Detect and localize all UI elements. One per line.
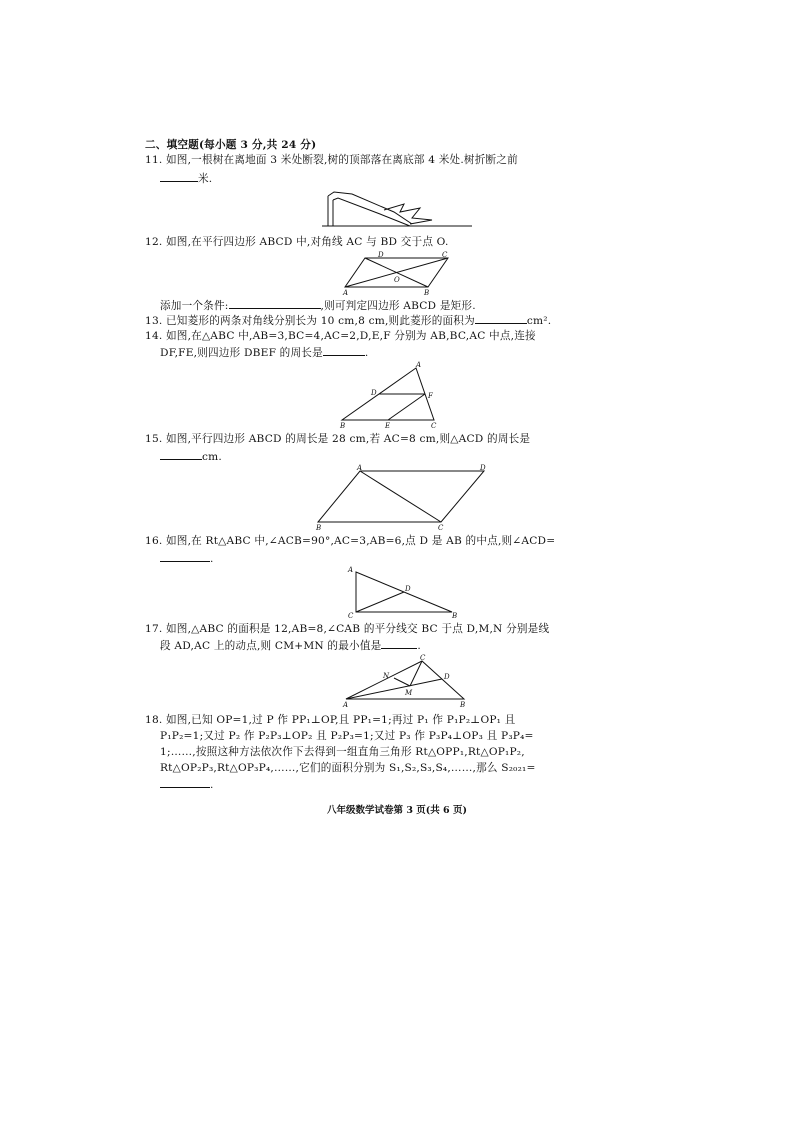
q11-line1: 11. 如图,一根树在离地面 3 米处断裂,树的顶部落在离底部 4 米处.树折断之前 — [145, 154, 518, 166]
q17-text: 段 AD,AC 上的动点,则 CM+MN 的最小值是 — [160, 640, 382, 652]
q11-line2 — [160, 171, 212, 186]
q15-answer-blank[interactable] — [160, 449, 202, 460]
q17-triangle-figure — [336, 652, 476, 708]
label-b: B — [340, 422, 346, 430]
q12-line2 — [160, 298, 476, 313]
q14-line1: 14. 如图,在△ABC 中,AB=3,BC=4,AC=2,D,E,F 分别为 AB,BC,AC 中点,连接 — [145, 330, 536, 342]
label-a: A — [343, 289, 349, 297]
q11-tree-figure — [322, 186, 472, 230]
q14-triangle-figure — [336, 360, 446, 432]
q14-end: . — [364, 347, 369, 359]
label-a: A — [357, 464, 363, 472]
q18-answer-blank[interactable] — [160, 777, 210, 788]
q16-answer-blank[interactable] — [160, 551, 210, 562]
label-d: D — [378, 251, 384, 259]
q13-text: 13. 已知菱形的两条对角线分别长为 10 cm,8 cm,则此菱形的面积为 — [145, 315, 475, 327]
q18-line4: Rt△OP₂P₃,Rt△OP₃P₄,……,它们的面积分别为 S₁,S₂,S₃,S₄,……,那么 S₂₀₂₁= — [160, 762, 536, 774]
q13-line — [145, 313, 551, 328]
broken-top-upper — [328, 192, 412, 224]
q15-unit: cm. — [202, 451, 222, 463]
q14-line2 — [160, 345, 368, 360]
segment-cm — [410, 661, 422, 686]
q16-end: . — [210, 553, 214, 565]
label-c: C — [431, 422, 437, 430]
q12-line1: 12. 如图,在平行四边形 ABCD 中,对角线 AC 与 BD 交于点 O. — [145, 236, 449, 248]
label-d: D — [371, 389, 377, 397]
q12-suffix: ,则可判定四边形 ABCD 是矩形. — [320, 300, 476, 312]
label-b: B — [316, 524, 322, 532]
q17-line1: 17. 如图,△ABC 的面积是 12,AB=8,∠CAB 的平分线交 BC 于点 D,M,N 分别是线 — [145, 623, 550, 635]
q17-line2 — [160, 638, 421, 653]
q16-line2 — [160, 551, 214, 566]
label-c: C — [442, 251, 448, 259]
q18-line1: 18. 如图,已知 OP=1,过 P 作 PP₁⊥OP,且 PP₁=1;再过 P₁ 作 P₁P₂⊥OP₁ 且 — [145, 714, 516, 726]
bisector-ad — [346, 679, 442, 699]
label-e: E — [385, 422, 391, 430]
q12-parallelogram-figure — [340, 250, 460, 296]
segment-fe — [388, 394, 425, 420]
q14-text: DF,FE,则四边形 DBEF 的周长是 — [160, 347, 323, 359]
q15-parallelogram-figure — [314, 462, 494, 532]
label-c: C — [348, 612, 354, 620]
page-footer: 八年级数学试卷第 3 页(共 6 页) — [327, 805, 467, 816]
q18-line5 — [160, 777, 214, 792]
q16-line1: 16. 如图,在 Rt△ABC 中,∠ACB=90°,AC=3,AB=6,点 D 是 AB 的中点,则∠ACD= — [145, 535, 556, 547]
q15-line1: 15. 如图,平行四边形 ABCD 的周长是 28 cm,若 AC=8 cm,则△ACD 的周长是 — [145, 433, 531, 445]
q17-end: . — [417, 640, 421, 652]
label-a: A — [416, 361, 422, 369]
q12-answer-blank[interactable] — [229, 298, 321, 309]
label-f: F — [428, 392, 433, 400]
q18-end: . — [210, 779, 214, 791]
q11-answer-blank[interactable] — [160, 171, 198, 182]
segment-mn — [394, 678, 410, 686]
label-a: A — [343, 701, 349, 709]
q18-line3: 1;……,按照这种方法依次作下去得到一组直角三角形 Rt△OPP₁,Rt△OP₁P₂, — [160, 746, 525, 758]
section-title: 二、填空题(每小题 3 分,共 24 分) — [145, 139, 317, 151]
label-m: M — [405, 689, 413, 697]
label-n: N — [383, 672, 390, 680]
label-b: B — [452, 612, 458, 620]
label-c: C — [438, 524, 444, 532]
q14-answer-blank[interactable] — [323, 345, 365, 356]
label-c: C — [420, 654, 426, 662]
q17-answer-blank[interactable] — [381, 638, 417, 649]
label-a: A — [348, 566, 354, 574]
label-d: D — [405, 585, 411, 593]
label-b: B — [460, 701, 466, 709]
label-b: B — [424, 289, 430, 297]
q16-triangle-figure — [344, 562, 464, 620]
label-d: D — [444, 673, 450, 681]
q15-line2 — [160, 449, 222, 464]
q12-prefix: 添加一个条件: — [160, 300, 229, 312]
segment-cd — [356, 592, 404, 612]
diagonal-ac — [360, 471, 441, 522]
label-d: D — [480, 464, 486, 472]
q18-line2: P₁P₂=1;又过 P₂ 作 P₂P₃⊥OP₂ 且 P₂P₃=1;又过 P₃ 作 P₃P₄⊥OP₃ 且 P₃P₄= — [160, 730, 534, 742]
label-o: O — [394, 276, 400, 284]
q13-answer-blank[interactable] — [475, 313, 527, 324]
q13-unit: cm². — [526, 315, 552, 327]
q11-unit: 米. — [198, 173, 213, 185]
